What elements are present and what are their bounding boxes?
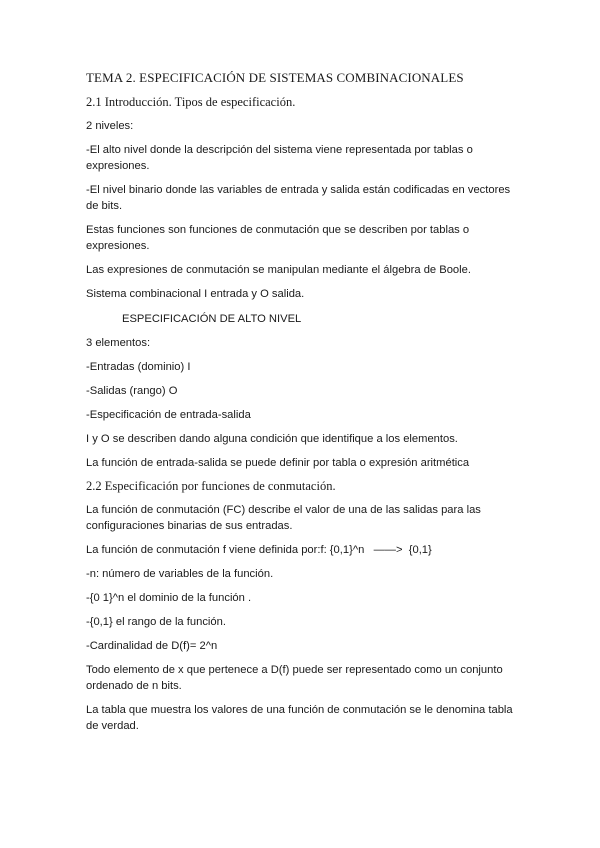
- list-item-inputs: -Entradas (dominio) I: [86, 361, 191, 373]
- paragraph-boole: Las expresiones de conmutación se manipulan mediante el álgebra de Boole.: [86, 264, 471, 276]
- list-item-range: -{0,1} el rango de la función.: [86, 616, 226, 628]
- section-heading-2-2: 2.2 Especificación por funciones de conmutación.: [86, 479, 336, 493]
- paragraph-high-level-line-1: -El alto nivel donde la descripción del sistema viene representada por tablas o: [86, 144, 473, 156]
- paragraph-binary-level-line-1: -El nivel binario donde las variables de entrada y salida están codificadas en vectores: [86, 184, 511, 196]
- paragraph-truth-table-line-2: de verdad.: [86, 720, 139, 732]
- paragraph-truth-table-line-1: La tabla que muestra los valores de una función de conmutación se le denomina tabla: [86, 704, 513, 716]
- paragraph-system: Sistema combinacional I entrada y O salida.: [86, 288, 305, 300]
- paragraph-levels: 2 niveles:: [86, 120, 134, 132]
- subheading-high-level: ESPECIFICACIÓN DE ALTO NIVEL: [122, 313, 302, 325]
- list-item-domain: -{0 1}^n el dominio de la función .: [86, 592, 252, 604]
- list-item-spec: -Especificación de entrada-salida: [86, 409, 251, 421]
- list-item-cardinality: -Cardinalidad de D(f)= 2^n: [86, 640, 218, 652]
- paragraph-fc-line-2: configuraciones binarias de sus entradas.: [86, 520, 293, 532]
- paragraph-elements: 3 elementos:: [86, 337, 151, 349]
- paragraph-elements-x-line-1: Todo elemento de x que pertenece a D(f) puede ser representado como un conjunto: [86, 664, 503, 676]
- paragraph-high-level-line-2: expresiones.: [86, 160, 150, 172]
- paragraph-definition: La función de conmutación f viene definida por:f: {0,1}^n ——> {0,1}: [86, 544, 432, 556]
- paragraph-fc-line-1: La función de conmutación (FC) describe el valor de una de las salidas para las: [86, 504, 481, 516]
- paragraph-io-function: La función de entrada-salida se puede definir por tabla o expresión aritmética: [86, 457, 470, 469]
- paragraph-elements-x-line-2: ordenado de n bits.: [86, 680, 182, 692]
- list-item-outputs: -Salidas (rango) O: [86, 385, 178, 397]
- section-heading-2-1: 2.1 Introducción. Tipos de especificación.: [86, 95, 296, 109]
- paragraph-functions-line-1: Estas funciones son funciones de conmutación que se describen por tablas o: [86, 224, 470, 236]
- document-title: TEMA 2. ESPECIFICACIÓN DE SISTEMAS COMBINACIONALES: [86, 70, 464, 85]
- paragraph-functions-line-2: expresiones.: [86, 240, 150, 252]
- paragraph-binary-level-line-2: de bits.: [86, 200, 123, 212]
- list-item-n: -n: número de variables de la función.: [86, 568, 274, 580]
- paragraph-io: I y O se describen dando alguna condición que identifique a los elementos.: [86, 433, 458, 445]
